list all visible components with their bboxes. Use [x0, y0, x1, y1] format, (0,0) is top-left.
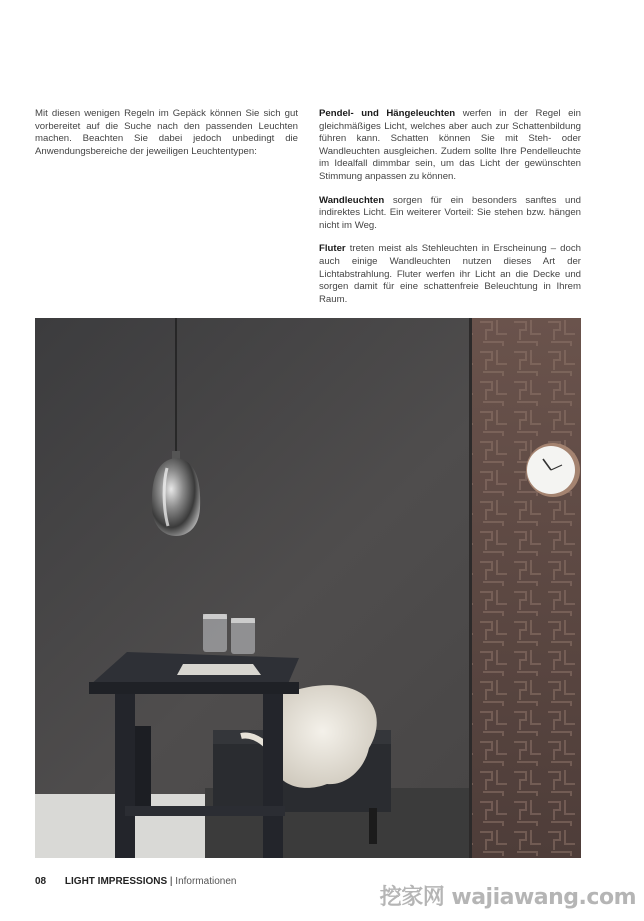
pendant-text: werfen in der Regel ein gleichmäßiges Licht, welches aber auch zur Schattenbildung führen kann. Schatten können Sie mit Steh- oder Wandleuchten ausgleichen. Zudem sollte Ihre Pendelleuchte im Idealfall dimmbar sein, um das Licht der gewünschten Stimmung anpassen zu können.	[319, 108, 581, 182]
wallpaper-pattern	[471, 318, 581, 858]
page-number: 08	[35, 876, 47, 887]
wall-light-text: sorgen für ein besonders sanftes und indirektes Licht. Ein weiterer Vorteil: Sie stehen bzw. hängen nicht im Weg.	[319, 194, 581, 231]
interior-photo	[35, 318, 581, 858]
floodlight-term: Fluter	[319, 243, 346, 255]
intro-column	[35, 108, 298, 169]
wall-light-term: Wandleuchten	[319, 194, 385, 206]
pendant-term: Pendel- und Hängeleuchten	[319, 108, 456, 119]
footer-separator: |	[167, 876, 176, 887]
section-name: Informationen	[175, 876, 237, 887]
floodlight-text: treten meist als Stehleuchten in Erscheinung – doch auch einige Wandleuchten nutzen dieses Art der Lichtabstrahlung. Fluter werfen ihr Licht an die Decke und sorgen damit für eine schattenfreie Beleuchtung in Ihrem Raum.	[319, 243, 581, 305]
intro-paragraph: Mit diesen wenigen Regeln im Gepäck können Sie sich gut vorbereitet auf die Suche nach den passenden Leuchten machen. Beachten Sie dabei jedoch unbedingt die Anwendungsbereiche der jeweiligen Leuchtentypen:	[35, 108, 298, 157]
publication-title: LIGHT IMPRESSIONS	[64, 876, 168, 887]
wall-light-paragraph	[319, 195, 581, 233]
page-footer	[35, 876, 236, 887]
floodlight-paragraph	[319, 243, 581, 306]
site-watermark: 挖家网 wajiawang.com	[379, 885, 636, 910]
lamp-types-column	[319, 108, 581, 317]
wall-clock	[526, 443, 580, 497]
pendant-paragraph	[319, 108, 581, 184]
